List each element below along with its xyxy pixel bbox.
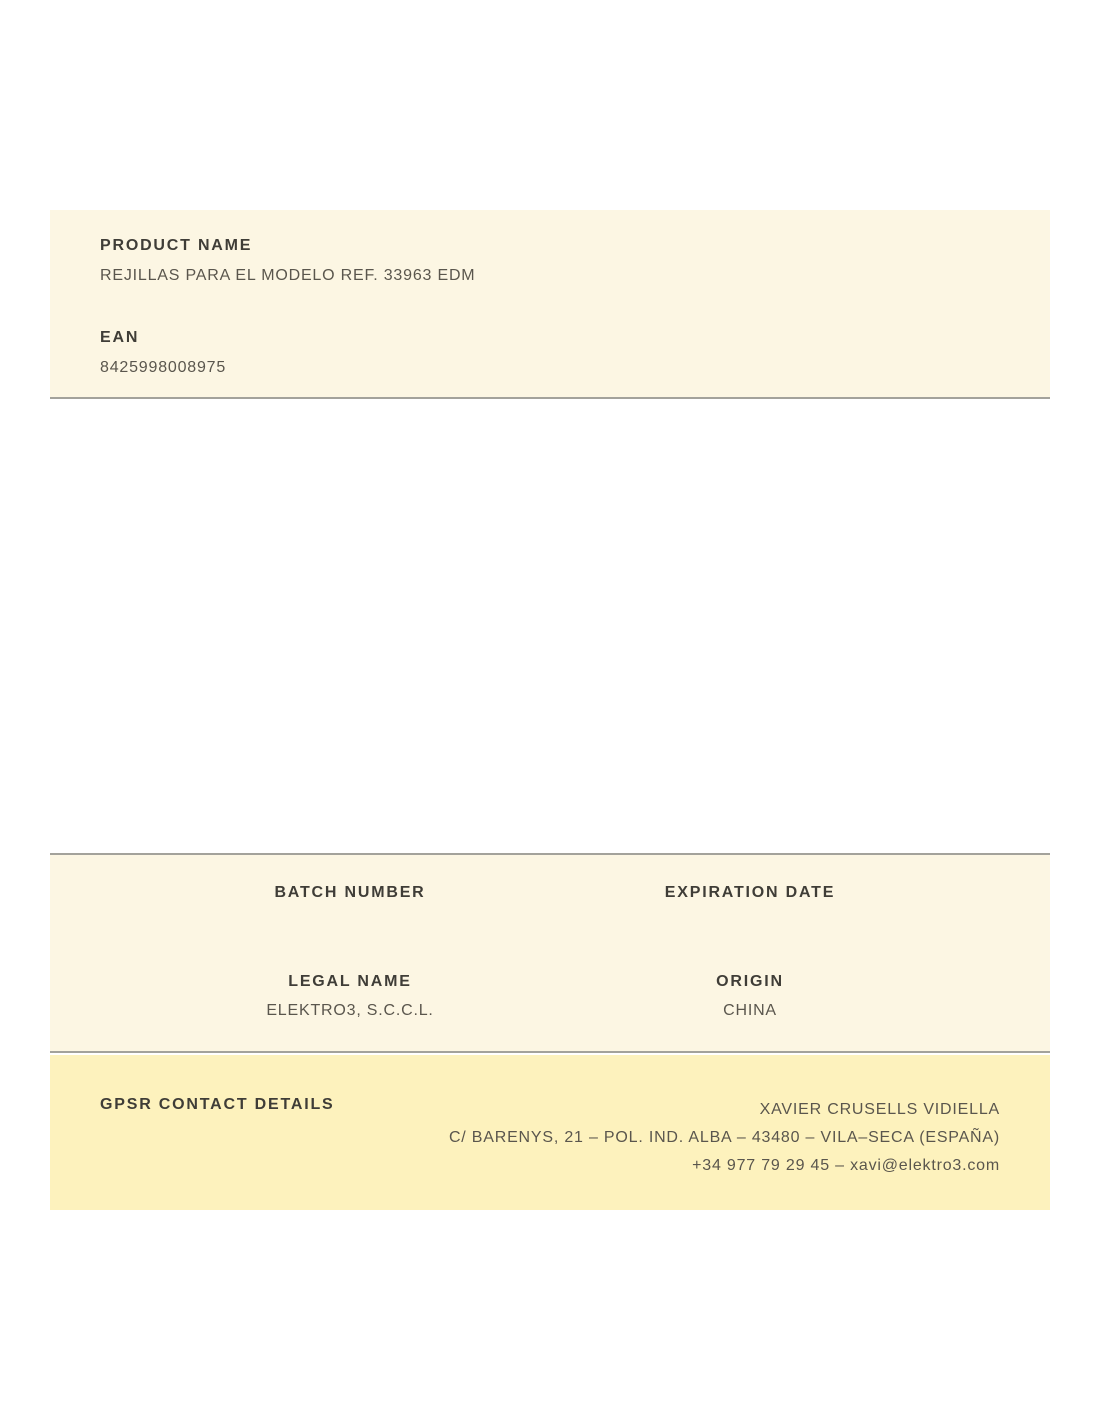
ean-value: 8425998008975 (100, 359, 227, 376)
expiration-date-label: EXPIRATION DATE (664, 884, 836, 901)
gpsr-contact-label: GPSR CONTACT DETAILS (100, 1096, 335, 1113)
gpsr-contact-phone-email: +34 977 79 29 45 – xavi@elektro3.com (692, 1157, 1000, 1174)
gpsr-contact-panel (50, 1055, 1050, 1210)
batch-number-field (150, 884, 550, 901)
product-name-field (100, 237, 1000, 284)
expiration-date-field (550, 884, 950, 901)
gpsr-contact-name: XAVIER CRUSELLS VIDIELLA (759, 1101, 1000, 1118)
legal-name-value: ELEKTRO3, S.C.C.L. (266, 1002, 434, 1019)
gpsr-contact-address: C/ BARENYS, 21 – POL. IND. ALBA – 43480 – VILA–SECA (ESPAÑA) (448, 1129, 1000, 1146)
batch-number-label: BATCH NUMBER (274, 884, 426, 901)
origin-field (550, 973, 950, 1019)
ean-field (100, 329, 1000, 376)
details-panel (50, 853, 1050, 1053)
product-info-panel (50, 210, 1050, 399)
origin-value: CHINA (723, 1002, 777, 1019)
origin-label: ORIGIN (716, 973, 784, 990)
legal-name-label: LEGAL NAME (288, 973, 412, 990)
details-row-top (150, 884, 950, 901)
gpsr-contact-block (449, 1096, 1000, 1180)
legal-name-field (150, 973, 550, 1019)
details-row-bottom (150, 973, 950, 1019)
product-name-label: PRODUCT NAME (100, 237, 253, 254)
product-name-value: REJILLAS PARA EL MODELO REF. 33963 EDM (100, 267, 476, 284)
ean-label: EAN (100, 329, 140, 346)
